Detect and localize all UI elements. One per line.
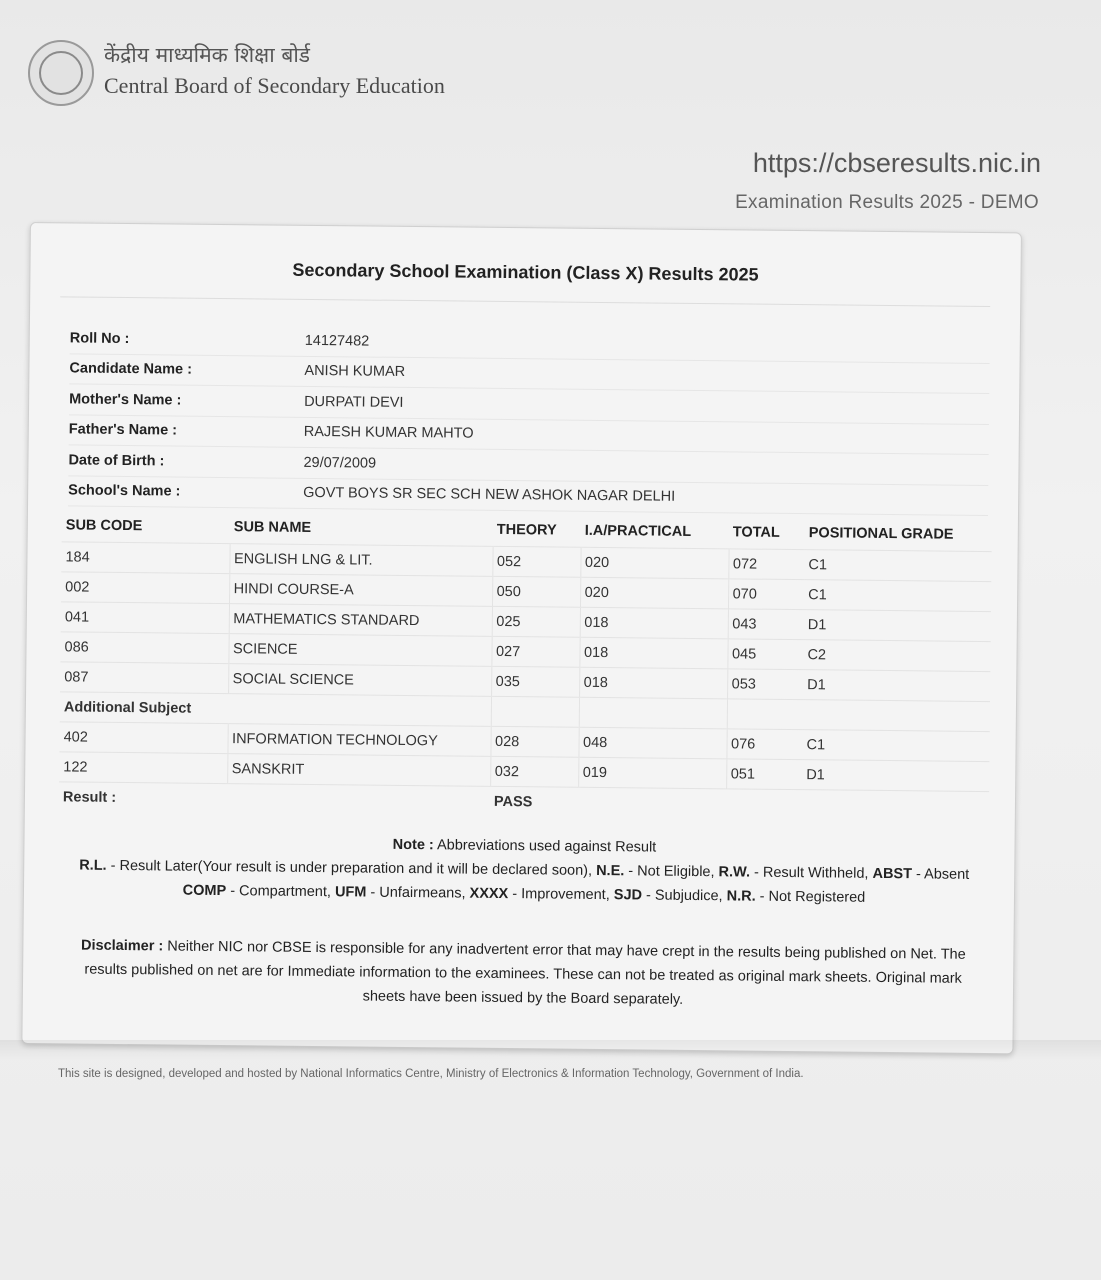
col-grade: POSITIONAL GRADE: [808, 525, 954, 543]
practical-marks: 020: [580, 547, 728, 579]
grade: C2: [803, 640, 990, 672]
abbr-desc: - Not Eligible,: [628, 863, 715, 881]
disclaimer: [63, 933, 984, 1015]
additional-subject-label: Additional Subject: [60, 692, 491, 727]
total-marks: 051: [726, 759, 802, 790]
abbr: R.L.: [79, 857, 107, 874]
col-theory: THEORY: [496, 521, 557, 539]
result-title: Secondary School Examination (Class X) Results 2025: [292, 259, 759, 285]
grade: C1: [804, 550, 991, 582]
note-heading: Note :: [392, 836, 434, 854]
col-practical: I.A/PRACTICAL: [584, 522, 692, 540]
theory-marks: 028: [490, 726, 578, 757]
board-name-hindi: केंद्रीय माध्यमिक शिक्षा बोर्ड: [104, 43, 311, 67]
abbr: R.W.: [718, 864, 751, 881]
practical-marks: 019: [578, 757, 726, 789]
sub-name: SOCIAL SCIENCE: [228, 664, 491, 697]
marks-table: [59, 511, 992, 821]
result-card: [21, 222, 1022, 1054]
abbr: UFM: [334, 884, 367, 901]
sub-code: 122: [59, 752, 227, 784]
total-marks: 070: [728, 579, 804, 610]
abbr: COMP: [182, 882, 227, 900]
abbr-desc: - Unfairmeans,: [370, 884, 466, 902]
abbr-desc: - Compartment,: [230, 883, 332, 901]
info-label: Date of Birth :: [68, 452, 165, 470]
abbr: XXXX: [469, 885, 509, 903]
practical-marks: 048: [578, 727, 726, 759]
sub-code: 002: [61, 572, 229, 604]
grade: D1: [802, 760, 989, 792]
theory-marks: 027: [491, 636, 579, 667]
practical-marks: 018: [580, 607, 728, 639]
candidate-name: ANISH KUMAR: [304, 363, 406, 381]
school-name: GOVT BOYS SR SEC SCH NEW ASHOK NAGAR DELHI: [303, 485, 676, 506]
abbr: N.E.: [596, 862, 625, 880]
grade: D1: [803, 670, 990, 702]
col-sub-name: SUB NAME: [233, 519, 312, 536]
abbr-desc: - Not Registered: [759, 888, 866, 906]
practical-marks: 018: [579, 637, 727, 669]
abbr-desc: - Absent: [915, 866, 970, 883]
sub-code: 041: [61, 602, 229, 634]
result-label: Result :: [59, 782, 490, 816]
theory-marks: 052: [492, 546, 580, 577]
total-marks: 045: [727, 639, 803, 670]
abbr: N.R.: [726, 888, 756, 905]
info-label: Candidate Name :: [69, 360, 193, 378]
board-name-english: Central Board of Secondary Education: [104, 73, 445, 98]
sub-name: SCIENCE: [228, 634, 491, 667]
note-intro: Abbreviations used against Result: [436, 837, 657, 856]
mother-name: DURPATI DEVI: [304, 393, 404, 411]
abbr-desc: - Improvement,: [512, 886, 610, 904]
info-label: Mother's Name :: [69, 391, 182, 409]
abbr: SJD: [613, 887, 643, 904]
sub-code: 402: [59, 722, 227, 754]
grade: C1: [804, 580, 991, 612]
sub-name: MATHEMATICS STANDARD: [229, 604, 492, 637]
page-shadow: [0, 1040, 1101, 1060]
result-value: PASS: [490, 786, 578, 816]
sub-code: 184: [61, 542, 229, 574]
practical-marks: 018: [579, 667, 727, 699]
col-total: TOTAL: [732, 524, 780, 541]
father-name: RAJESH KUMAR MAHTO: [303, 424, 474, 442]
sub-name: INFORMATION TECHNOLOGY: [227, 724, 490, 757]
abbr: ABST: [872, 865, 913, 883]
total-marks: 072: [728, 549, 804, 580]
disclaimer-heading: Disclaimer :: [80, 937, 164, 955]
sub-code: 087: [60, 662, 228, 694]
title-divider: [60, 296, 990, 307]
cbse-seal-icon: [28, 40, 94, 106]
theory-marks: 032: [490, 756, 578, 787]
total-marks: 043: [728, 609, 804, 640]
cbse-logo-block: [28, 40, 445, 106]
sub-name: SANSKRIT: [227, 754, 490, 787]
theory-marks: 035: [491, 666, 579, 697]
info-label: School's Name :: [68, 482, 181, 500]
sub-name: HINDI COURSE-A: [229, 574, 492, 607]
roll-number: 14127482: [304, 332, 370, 350]
sub-name: ENGLISH LNG & LIT.: [229, 544, 492, 577]
footer-text: This site is designed, developed and hosted by National Informatics Centre, Ministry of Electronics & Information Technology, Government of India.: [58, 1068, 804, 1080]
abbreviation-note: [64, 829, 985, 911]
total-marks: 053: [727, 669, 803, 700]
abbr-desc: - Result Withheld,: [753, 864, 869, 882]
candidate-info: [68, 323, 990, 516]
disclaimer-text: Neither NIC nor CBSE is responsible for any inadvertent error that may have crept in the results being published on Net. The results published on net are for Immediate information to the examinees. These can not be treated as original mark sheets. Original mark sheets have been issued by the Board separately.: [84, 938, 966, 1008]
grade: D1: [804, 610, 991, 642]
site-url: https://cbseresults.nic.in: [752, 148, 1041, 178]
abbr-desc: - Subjudice,: [645, 887, 723, 905]
info-label: Roll No :: [69, 330, 130, 347]
theory-marks: 025: [492, 606, 580, 637]
abbr-desc: - Result Later(Your result is under preparation and it will be declared soon),: [110, 857, 593, 879]
grade: C1: [802, 730, 989, 762]
total-marks: 076: [726, 729, 802, 760]
col-sub-code: SUB CODE: [65, 517, 143, 535]
date-of-birth: 29/07/2009: [303, 454, 377, 472]
info-label: Father's Name :: [68, 421, 178, 439]
theory-marks: 050: [492, 576, 580, 607]
sub-code: 086: [60, 632, 228, 664]
exam-label: Examination Results 2025 - DEMO: [735, 192, 1039, 213]
practical-marks: 020: [580, 577, 728, 609]
